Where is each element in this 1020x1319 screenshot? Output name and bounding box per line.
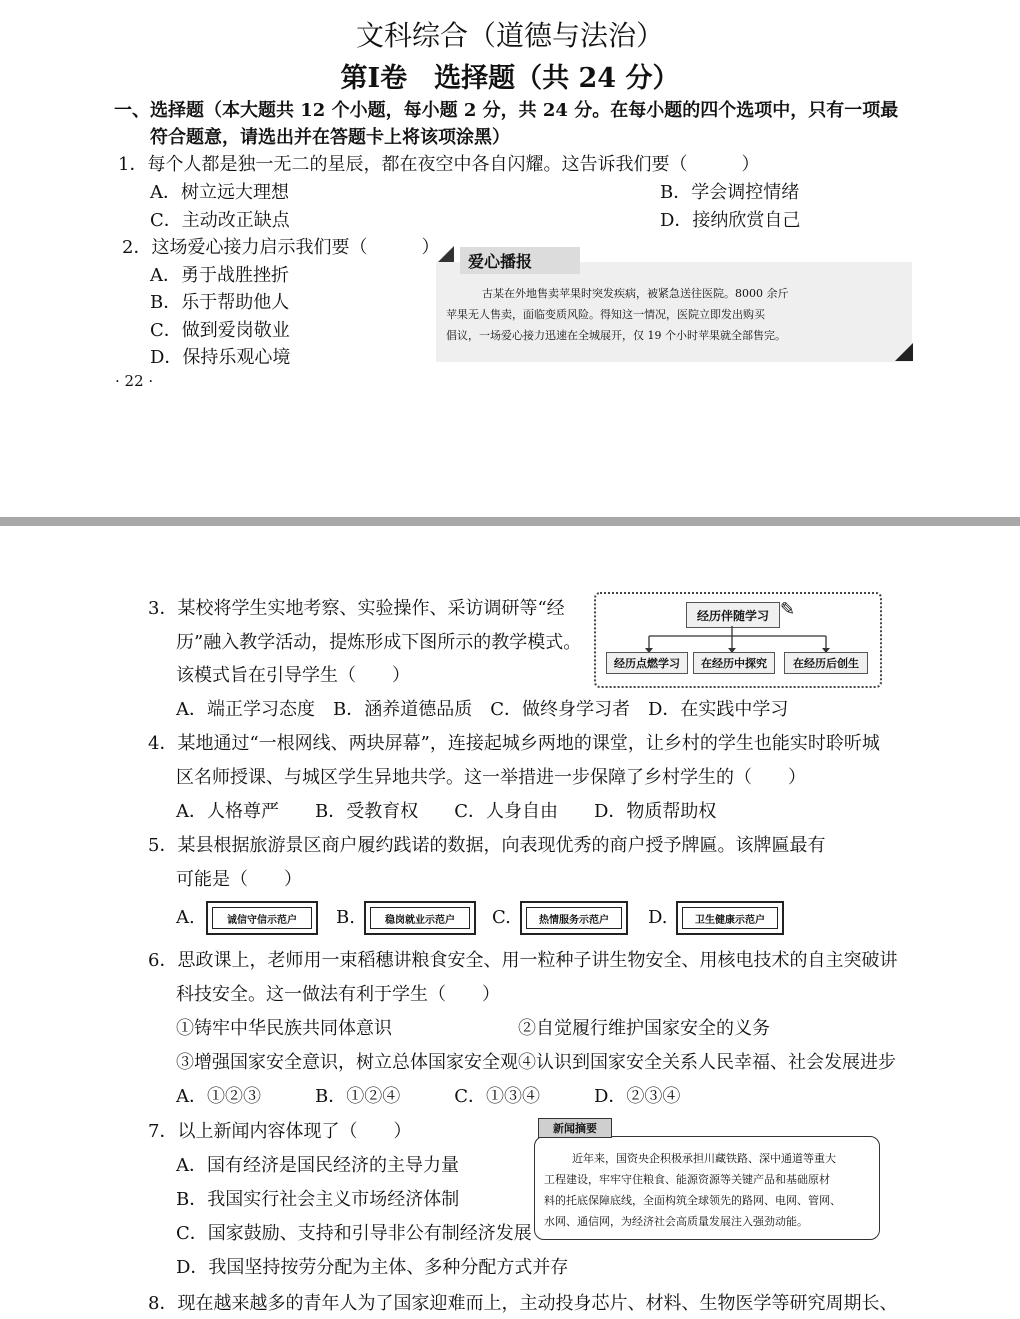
love-broadcast-line3: 倡议，一场爱心接力迅速在全城展开，仅 19 个小时苹果就全部售完。 <box>446 329 786 342</box>
q2-stem: 2．这场爱心接力启示我们要（ ） <box>122 237 440 258</box>
q8-line1: 8．现在越来越多的青年人为了国家迎难而上，主动投身芯片、材料、生物医学等研究周期长、 <box>148 1293 898 1314</box>
q7-stem: 7．以上新闻内容体现了（ ） <box>148 1121 412 1142</box>
q4-line1: 4．某地通过“一根网线、两块屏幕”，连接起城乡两地的课堂，让乡村的学生也能实时聆听城 <box>148 733 880 754</box>
q6-statement-3: ③增强国家安全意识，树立总体国家安全观 <box>176 1052 518 1073</box>
news-summary-title: 新闻摘要 <box>538 1118 612 1138</box>
q2-option-b: B．乐于帮助他人 <box>150 292 290 313</box>
q5-line1: 5．某县根据旅游景区商户履约践诺的数据，向表现优秀的商户授予牌匾。该牌匾最有 <box>148 835 826 856</box>
q2-option-d: D．保持乐观心境 <box>150 347 291 368</box>
q5-option-b-label: B. <box>336 907 355 928</box>
diagram-box-2: 在经历中探究 <box>693 652 775 674</box>
q5-option-c-label: C. <box>492 907 511 928</box>
pencil-icon: ✎ <box>780 599 796 620</box>
q3-line3: 该模式旨在引导学生（ ） <box>176 665 410 686</box>
page-divider <box>0 517 1020 526</box>
love-broadcast-line1: 古某在外地售卖苹果时突发疾病，被紧急送往医院。8000 余斤 <box>482 287 789 300</box>
q7-option-b: B．我国实行社会主义市场经济体制 <box>176 1189 460 1210</box>
q1-option-c: C．主动改正缺点 <box>150 210 290 231</box>
plaque-b <box>364 901 476 935</box>
love-broadcast-title: 爱心播报 <box>460 247 580 274</box>
q1-option-b: B．学会调控情绪 <box>660 182 800 203</box>
q4-line2: 区名师授课、与城区学生异地共学。这一举措进一步保障了乡村学生的（ ） <box>176 767 806 788</box>
plaque-a-text: 诚信守信示范户 <box>212 907 312 929</box>
plaque-c-text: 热情服务示范户 <box>526 907 622 929</box>
q5-option-a-label: A. <box>176 907 195 928</box>
q2-option-c: C．做到爱岗敬业 <box>150 320 290 341</box>
q6-options: A．①②③ B．①②④ C．①③④ D．②③④ <box>176 1086 681 1107</box>
diagram-top-box: 经历伴随学习 <box>686 602 780 628</box>
plaque-d-text: 卫生健康示范户 <box>682 907 778 929</box>
plaque-b-text: 稳岗就业示范户 <box>370 907 470 929</box>
q1-option-a: A．树立远大理想 <box>150 182 289 203</box>
page-number: · 22 · <box>115 372 154 390</box>
page-title: 文科综合（道德与法治） <box>355 19 664 52</box>
news-summary-line2: 工程建设，牢牢守住粮食、能源资源等关键产品和基础原材 <box>544 1173 830 1186</box>
q3-options: A．端正学习态度 B．涵养道德品质 C．做终身学习者 D．在实践中学习 <box>176 699 789 720</box>
q5-line2: 可能是（ ） <box>176 869 302 890</box>
news-summary-line3: 料的托底保障底线，全面构筑全球领先的路网、电网、管网、 <box>544 1194 841 1207</box>
q3-line2: 历”融入教学活动，提炼形成下图所示的教学模式。 <box>176 632 582 653</box>
q1-option-d: D．接纳欣赏自己 <box>660 210 801 231</box>
q6-statement-4: ④认识到国家安全关系人民幸福、社会发展进步 <box>518 1052 896 1073</box>
q6-line1: 6．思政课上，老师用一束稻穗讲粮食安全、用一粒种子讲生物安全、用核电技术的自主突破讲 <box>148 950 898 971</box>
love-broadcast-line2: 苹果无人售卖，面临变质风险。得知这一情况，医院立即发出购买 <box>446 308 765 321</box>
section-instruction-line2: 符合题意，请选出并在答题卡上将该项涂黑） <box>150 127 510 148</box>
q4-options: A．人格尊严 B．受教育权 C．人身自由 D．物质帮助权 <box>176 801 717 822</box>
q3-line1: 3．某校将学生实地考察、实验操作、采访调研等“经 <box>148 598 565 619</box>
section-instruction-line1: 一、选择题（本大题共 12 个小题，每小题 2 分，共 24 分。在每小题的四个选项中，只有一项最 <box>114 100 899 121</box>
plaque-c <box>520 901 628 935</box>
q7-option-a: A．国有经济是国民经济的主导力量 <box>176 1155 459 1176</box>
plaque-a <box>206 901 318 935</box>
news-summary-line4: 水网、通信网，为经济社会高质量发展注入强劲动能。 <box>544 1215 808 1228</box>
q1-stem: 1．每个人都是独一无二的星辰，都在夜空中各自闪耀。这告诉我们要（ ） <box>118 154 760 175</box>
q5-option-d-label: D. <box>648 907 668 928</box>
q2-option-a: A．勇于战胜挫折 <box>150 265 289 286</box>
plaque-d <box>676 901 784 935</box>
q6-line2: 科技安全。这一做法有利于学生（ ） <box>176 984 500 1005</box>
news-summary-line1: 近年来，国资央企积极承担川藏铁路、深中通道等重大 <box>572 1152 836 1165</box>
box-corner-fold <box>895 343 913 361</box>
diagram-box-3: 在经历后创生 <box>784 652 868 674</box>
q6-statement-1: ①铸牢中华民族共同体意识 <box>176 1018 392 1039</box>
box-corner-decoration <box>438 246 454 262</box>
section-subtitle: 第Ⅰ卷 选择题（共 24 分） <box>340 63 680 94</box>
diagram-box-1: 经历点燃学习 <box>606 652 688 674</box>
q7-option-d: D．我国坚持按劳分配为主体、多种分配方式并存 <box>176 1257 569 1278</box>
q7-option-c: C．国家鼓励、支持和引导非公有制经济发展 <box>176 1223 532 1244</box>
q6-statement-2: ②自觉履行维护国家安全的义务 <box>518 1018 770 1039</box>
